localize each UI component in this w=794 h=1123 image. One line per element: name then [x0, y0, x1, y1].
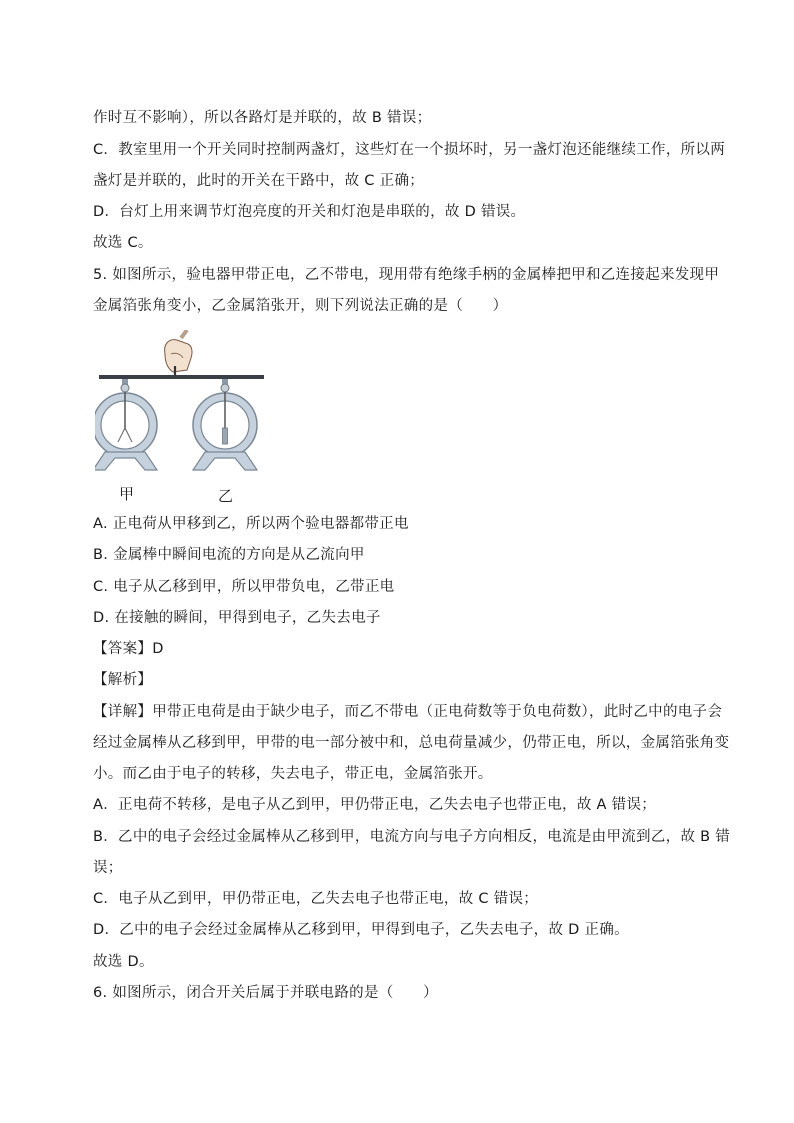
text-line: 故选 C。 [93, 235, 153, 251]
explanation-line: 故选 D。 [93, 954, 154, 970]
answer-label: 【答案】D [93, 641, 164, 657]
explanation-line: 小。而乙由于电子的转移，失去电子，带正电，金属箔张开。 [93, 766, 493, 782]
question-6-stem: 6. 如图所示，闭合开关后属于并联电路的是（ ） [93, 985, 438, 1001]
explanation-line: D．乙中的电子会经过金属棒从乙移到甲，甲得到电子，乙失去电子，故 D 正确。 [93, 922, 629, 938]
electroscope-illustration [95, 330, 270, 505]
explanation-line: B．乙中的电子会经过金属棒从乙移到甲，电流方向与电子方向相反，电流是由甲流到乙，故 B 错 [93, 829, 731, 845]
label-yi: 乙 [218, 487, 234, 505]
hand-icon [165, 330, 192, 376]
explanation-line: C．电子从乙到甲，甲仍带正电，乙失去电子也带正电，故 C 错误； [93, 891, 539, 907]
explanation-line: 【详解】甲带正电荷是由于缺少电子，而乙不带电（正电荷数等于负电荷数），此时乙中的电子会 [93, 704, 723, 720]
option-c: C. 电子从乙移到甲，所以甲带负电，乙带正电 [93, 579, 395, 595]
text-line: D．台灯上用来调节灯泡亮度的开关和灯泡是串联的，故 D 错误。 [93, 204, 526, 220]
option-d: D. 在接触的瞬间，甲得到电子，乙失去电子 [93, 610, 381, 626]
electroscope-yi [193, 379, 257, 470]
option-b: B. 金属棒中瞬间电流的方向是从乙流向甲 [93, 547, 365, 563]
explanation-line: A．正电荷不转移，是电子从乙到甲，甲仍带正电，乙失去电子也带正电，故 A 错误； [93, 797, 657, 813]
electroscope-figure [95, 330, 270, 505]
explanation-line: 经过金属棒从乙移到甲，甲带的电一部分被中和，总电荷量减少，仍带正电，所以，金属箔张角变 [93, 735, 730, 751]
explanation-line: 误； [93, 860, 123, 876]
question-5-stem: 5. 如图所示，验电器甲带正电，乙不带电，现用带有绝缘手柄的金属棒把甲和乙连接起来发现甲 [93, 267, 720, 283]
text-line: C．教室里用一个开关同时控制两盏灯，这些灯在一个损坏时，另一盏灯泡还能继续工作，所以两 [93, 142, 726, 158]
metal-rod [99, 375, 264, 379]
electroscope-jia [95, 379, 157, 470]
label-jia: 甲 [119, 485, 135, 503]
question-5-stem: 金属箔张角变小，乙金属箔张开，则下列说法正确的是（ ） [93, 298, 508, 314]
text-line: 作时互不影响），所以各路灯是并联的，故 B 错误； [93, 110, 432, 126]
analysis-heading: 【解析】 [93, 672, 153, 688]
option-a: A. 正电荷从甲移到乙，所以两个验电器都带正电 [93, 516, 409, 532]
text-line: 盏灯是并联的，此时的开关在干路中，故 C 正确； [93, 173, 425, 189]
